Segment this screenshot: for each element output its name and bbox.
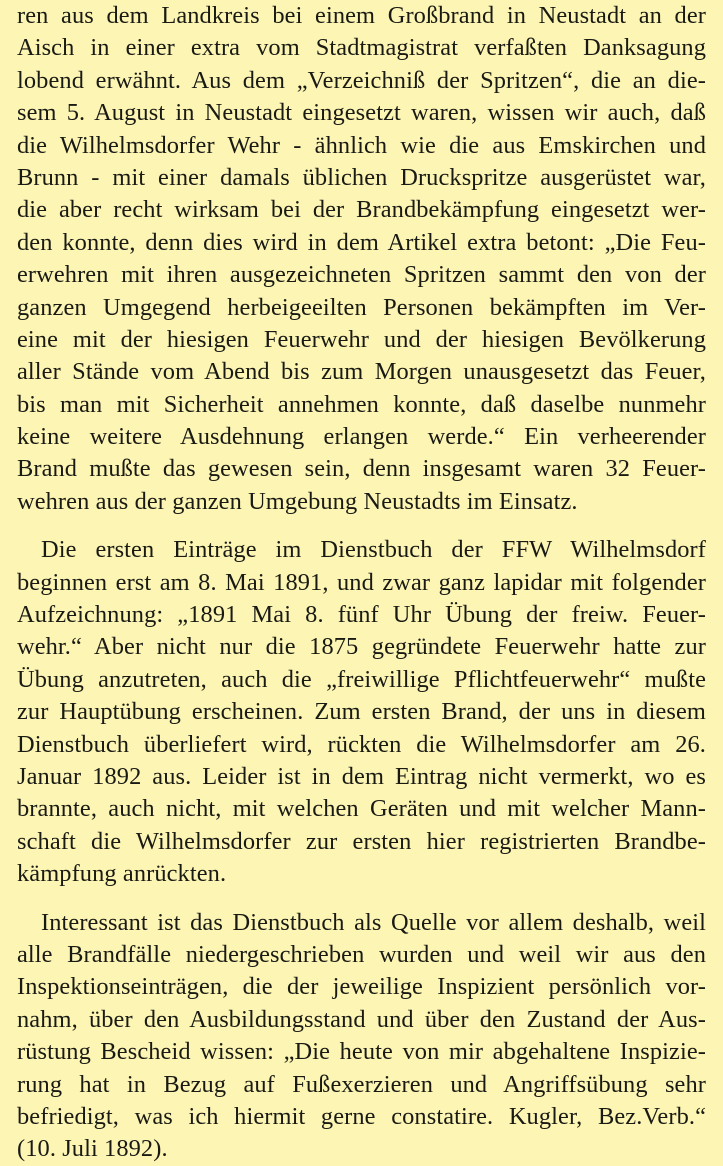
text-line: Dienstbuch überliefert wird, rückten die Wilhelmsdorfer am 26. bbox=[17, 730, 706, 758]
text-line: Die ersten Einträge im Dienstbuch der FFW Wilhelmsdorf bbox=[41, 536, 706, 564]
text-line: Inspektionseinträgen, die der jeweilige Inspizient persönlich vor- bbox=[17, 973, 706, 1001]
text-line: eine mit der hiesigen Feuerwehr und der hiesigen Bevölkerung bbox=[17, 325, 706, 353]
text-line: Aisch in einer extra vom Stadtmagistrat verfaßten Danksagung bbox=[17, 34, 706, 62]
text-line: (10. Juli 1892). bbox=[17, 1135, 168, 1163]
text-line: schaft die Wilhelmsdorfer zur ersten hier registrierten Brandbe- bbox=[17, 827, 706, 855]
text-line: Aufzeichnung: „1891 Mai 8. fünf Uhr Übung der freiw. Feuer- bbox=[17, 601, 706, 629]
text-line: erwehren mit ihren ausgezeichneten Spritzen sammt den von der bbox=[17, 261, 706, 289]
text-line: alle Brandfälle niedergeschrieben wurden und weil wir aus den bbox=[17, 940, 706, 968]
paragraph-1 bbox=[17, 0, 706, 518]
paragraph-2 bbox=[17, 534, 706, 890]
text-line: den konnte, denn dies wird in dem Artikel extra betont: „Die Feu- bbox=[17, 228, 706, 256]
text-line: Brunn - mit einer damals üblichen Druckspritze ausgerüstet war, bbox=[17, 163, 706, 191]
text-line: lobend erwähnt. Aus dem „Verzeichniß der Spritzen“, die an die- bbox=[17, 66, 706, 94]
text-line: brannte, auch nicht, mit welchen Geräten und mit welcher Mann- bbox=[17, 795, 706, 823]
text-line: zur Hauptübung erscheinen. Zum ersten Brand, der uns in diesem bbox=[17, 698, 706, 726]
text-line: wehr.“ Aber nicht nur die 1875 gegründete Feuerwehr hatte zur bbox=[17, 633, 706, 661]
text-line: Januar 1892 aus. Leider ist in dem Eintrag nicht vermerkt, wo es bbox=[17, 762, 706, 790]
text-line: keine weitere Ausdehnung erlangen werde.“ Ein verheerender bbox=[17, 423, 706, 451]
body-text bbox=[17, 0, 706, 1166]
text-line: sem 5. August in Neustadt eingesetzt waren, wissen wir auch, daß bbox=[17, 99, 706, 127]
text-line: die Wilhelmsdorfer Wehr - ähnlich wie die aus Emskirchen und bbox=[17, 131, 706, 159]
text-line: kämpfung anrückten. bbox=[17, 860, 227, 888]
text-line: ganzen Umgegend herbeigeeilten Personen bekämpften im Ver- bbox=[17, 293, 706, 321]
text-line: aller Stände vom Abend bis zum Morgen unausgesetzt das Feuer, bbox=[17, 358, 706, 386]
text-line: Interessant ist das Dienstbuch als Quelle vor allem deshalb, weil bbox=[41, 908, 706, 936]
text-line: wehren aus der ganzen Umgebung Neustadts im Einsatz. bbox=[17, 487, 578, 515]
text-line: Übung anzutreten, auch die „freiwillige Pflichtfeuerwehr“ mußte bbox=[17, 665, 706, 693]
text-line: beginnen erst am 8. Mai 1891, und zwar ganz lapidar mit folgender bbox=[17, 568, 706, 596]
text-line: Brand mußte das gewesen sein, denn insgesamt waren 32 Feuer- bbox=[17, 455, 706, 483]
text-line: ren aus dem Landkreis bei einem Großbrand in Neustadt an der bbox=[17, 2, 706, 29]
text-line: befriedigt, was ich hiermit gerne constatire. Kugler, Bez.Verb.“ bbox=[17, 1102, 706, 1130]
text-line: die aber recht wirksam bei der Brandbekämpfung eingesetzt wer- bbox=[17, 196, 706, 224]
text-line: nahm, über den Ausbildungsstand und über den Zustand der Aus- bbox=[17, 1005, 706, 1033]
text-line: rung hat in Bezug auf Fußexerzieren und Angriffsübung sehr bbox=[17, 1070, 706, 1098]
paragraph-3 bbox=[17, 907, 706, 1166]
text-line: rüstung Bescheid wissen: „Die heute von mir abgehaltene Inspizie- bbox=[17, 1038, 706, 1066]
text-line: bis man mit Sicherheit annehmen konnte, daß daselbe nunmehr bbox=[17, 390, 706, 418]
